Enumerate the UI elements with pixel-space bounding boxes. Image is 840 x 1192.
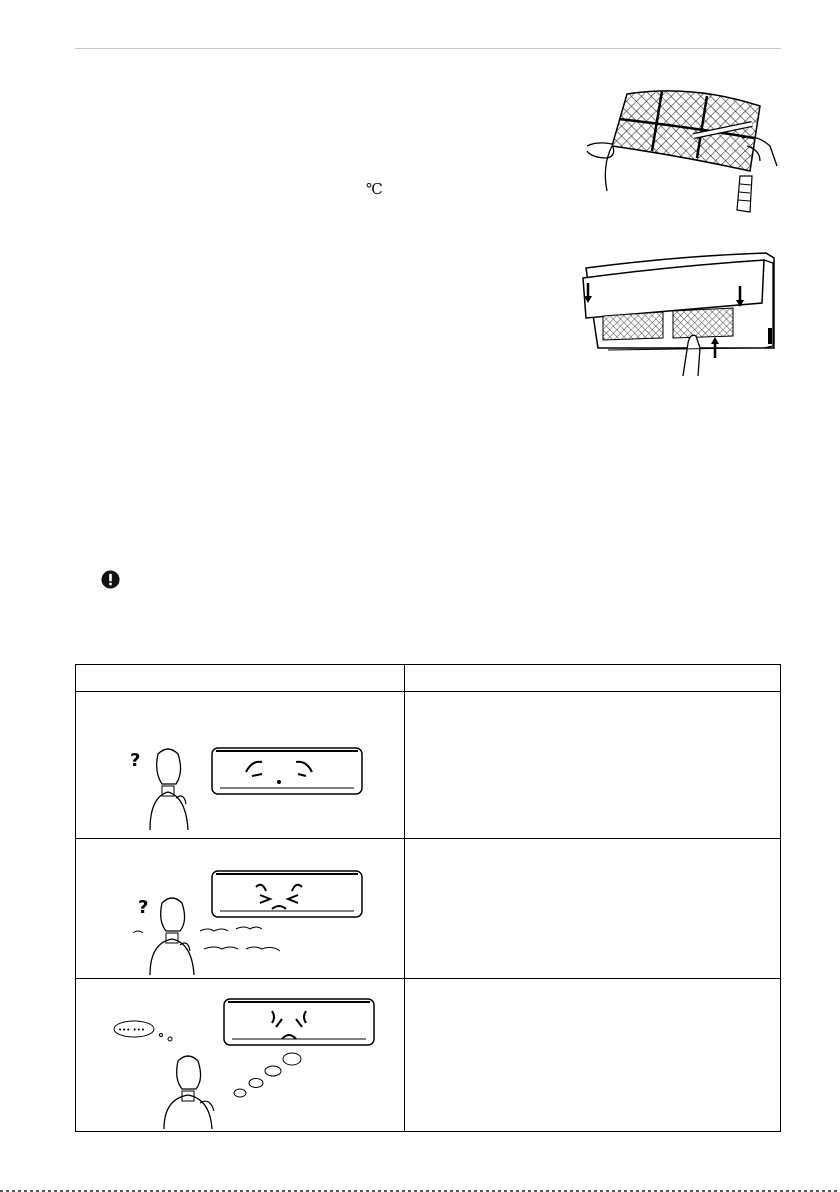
svg-text:?: ? bbox=[138, 897, 149, 918]
table-column-divider bbox=[404, 665, 405, 1131]
person-and-unit-illustration bbox=[128, 742, 368, 832]
table-row bbox=[76, 839, 404, 978]
air-filter-illustration bbox=[582, 86, 782, 214]
table-header-right bbox=[405, 669, 781, 687]
svg-text:••• •••: ••• ••• bbox=[118, 1026, 145, 1034]
header-rule bbox=[75, 48, 781, 49]
exclamation-circle-icon bbox=[101, 570, 120, 589]
svg-text:?: ? bbox=[130, 750, 141, 771]
table-header-left bbox=[76, 669, 404, 687]
table-row bbox=[76, 692, 404, 838]
symptom-table bbox=[75, 664, 781, 1132]
table-row bbox=[76, 979, 404, 1131]
person-and-unit-illustration bbox=[128, 865, 368, 975]
degree-celsius-symbol: ℃ bbox=[366, 180, 383, 198]
person-and-unit-illustration bbox=[106, 991, 396, 1129]
indoor-unit-filter-illustration bbox=[578, 248, 778, 378]
